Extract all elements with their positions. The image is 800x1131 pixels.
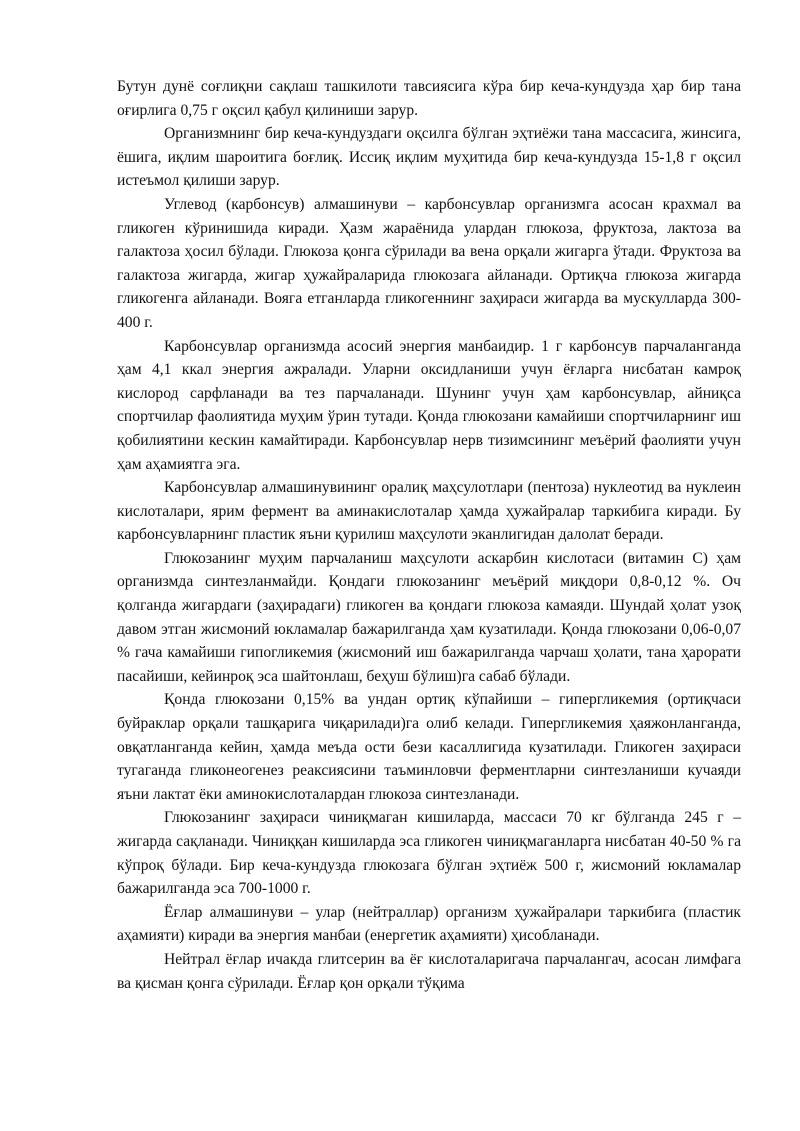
paragraph-glucose-reserve: Глюкозанинг заҳираси чиниқмаган кишиларда, массаси 70 кг бўлганда 245 г – жигарда сақланади. Чиниққан кишиларда эса гликоген чиниқмаганларга нисбатан 40-50 % га кўпроқ бўлади. Бир кеча-кундузда глюкозага бўлган эҳтиёж 500 г, жисмоний юкламалар бажарилганда эса 700-1000 г. bbox=[117, 809, 741, 898]
paragraph-intermediate-products: Карбонсувлар алмашинувининг оралиқ маҳсулотлари (пентоза) нуклеотид ва нуклеин кислоталари, ярим фермент ва аминакислоталар ҳамда ҳужайралар таркибига киради. Бу карбонсувларнинг пластик яъни қурилиш маҳсулоти эканлигидан далолат беради. bbox=[117, 479, 741, 544]
document-page bbox=[117, 75, 741, 995]
paragraph-protein-needs: Организмнинг бир кеча-кундуздаги оқсилга бўлган эҳтиёжи тана массасига, жинсига, ёшига, иқлим шароитига боғлиқ. Иссиқ иқлим муҳитида бир кеча-кундузда 15-1,8 г оқсил истеъмол қилиши зарур. bbox=[117, 125, 741, 190]
paragraph-fat-metabolism: Ёғлар алмашинуви – улар (нейтраллар) организм ҳужайралари таркибига (пластик аҳамияти) киради ва энергия манбаи (енергетик аҳамияти) ҳисобланади. bbox=[117, 903, 741, 945]
paragraph-carbohydrate-metabolism: Углевод (карбонсув) алмашинуви – карбонсувлар организмга асосан крахмал ва гликоген кўринишида киради. Ҳазм жараёнида улардан глюкоза, фруктоза, лактоза ва галактоза ҳосил бўлади. Глюкоза қонга сўрилади ва вена орқали жигарга ўтади. Фруктоза ва галактоза жигарда, жигар ҳужайраларида глюкозага айланади. Ортиқча глюкоза жигарда гликогенга айланади. Вояга етганларда гликогеннинг заҳираси жигарда ва мускулларда 300-400 г. bbox=[117, 195, 741, 331]
paragraph-protein-norm: Бутун дунё соғлиқни сақлаш ташкилоти тавсиясига кўра бир кеча-кундузда ҳар бир тана оғирлига 0,75 г оқсил қабул қилиниши зарур. bbox=[117, 78, 741, 119]
paragraph-neutral-fats: Нейтрал ёғлар ичакда глитсерин ва ёғ кислоталаригача парчалангач, асосан лимфага ва қисман қонга сўрилади. Ёғлар қон орқали тўқима bbox=[117, 950, 741, 992]
paragraph-carbohydrate-energy: Карбонсувлар организмда асосий энергия манбаидир. 1 г карбонсув парчаланганда ҳам 4,1 ккал энергия ажралади. Уларни оксидланиши учун ёғларга нисбатан камроқ кислород сарфланади ва тез парчаланади. Шунинг учун ҳам карбонсувлар, айниқса спортчилар фаолиятида муҳим ўрин тутади. Қонда глюкозани камайиши спортчиларнинг иш қобилиятини кескин камайтиради. Карбонсувлар нерв тизимсининг меъёрий фаолияти учун ҳам аҳамиятга эга. bbox=[117, 337, 741, 473]
paragraph-glucose-breakdown: Глюкозанинг муҳим парчаланиш маҳсулоти аскарбин кислотаси (витамин С) ҳам организмда синтезланмайди. Қондаги глюкозанинг меъёрий миқдори 0,8-0,12 %. Оч қолганда жигардаги (заҳирадаги) гликоген ва қондаги глюкоза камаяди. Шундай ҳолат узоқ давом этган жисмоний юкламалар бажарилганда ҳам кузатилади. Қонда глюкозани 0,06-0,07 % гача камайиши гипогликемия (жисмоний иш бажарилганда чарчаш ҳолати, тана ҳарорати пасайиши, кейинроқ эса шайтонлаш, беҳуш бўлиш)га сабаб бўлади. bbox=[117, 549, 741, 685]
paragraph-hyperglycemia: Қонда глюкозани 0,15% ва ундан ортиқ кўпайиши – гипергликемия (ортиқчаси буйраклар орқали ташқарига чиқарилади)га олиб келади. Гипергликемия ҳаяжонланганда, овқатланганда кейин, ҳамда меъда ости бези касаллигида кузатилади. Гликоген заҳираси тугаганда гликонеогенез реаксиясини таъминловчи ферментларни синтезланиши кучаяди яъни лактат ёки аминокислоталардан глюкоза синтезланади. bbox=[117, 691, 741, 803]
